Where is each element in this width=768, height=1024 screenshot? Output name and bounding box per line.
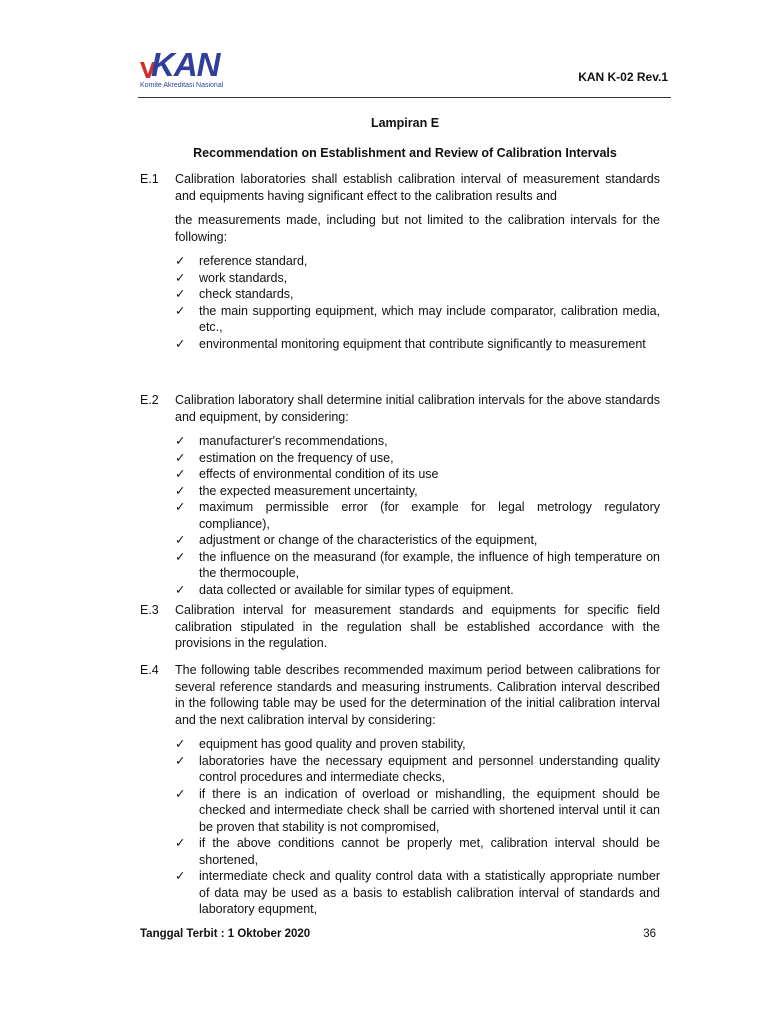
list-item-text: estimation on the frequency of use,	[199, 450, 394, 465]
list-item-text: check standards,	[199, 287, 294, 301]
section-number: E.1	[140, 172, 159, 186]
check-icon: ✓	[175, 753, 186, 768]
logo-text: KAN	[151, 46, 220, 83]
list-item-text: if there is an indication of overload or mishandling, the equipment should be checked and intermediate check shall be carried with shortened interval until it can be proven that stability is not compromised,	[199, 786, 660, 834]
section-e4	[140, 662, 660, 918]
page-subtitle: Recommendation on Establishment and Review of Calibration Intervals	[193, 146, 617, 160]
check-icon: ✓	[175, 549, 186, 564]
list-item	[175, 483, 660, 500]
check-list	[175, 736, 660, 918]
list-item	[175, 532, 660, 549]
list-item	[175, 835, 660, 868]
list-item-text: work standards,	[199, 270, 288, 285]
check-icon: ✓	[175, 483, 186, 498]
section-number: E.3	[140, 603, 159, 617]
list-item-text: manufacturer's recommendations,	[199, 434, 388, 448]
paragraph: The following table describes recommended maximum period between calibrations for several reference standards and measuring instruments. Calibration interval described in the following table may be used for the determination of the initial calibration interval and the next calibration interval by considering:	[175, 663, 660, 727]
list-item-text: effects of environmental condition of its use	[199, 467, 439, 481]
list-item-text: the main supporting equipment, which may include comparator, calibration media, etc.,	[199, 303, 660, 334]
section-e3	[140, 602, 660, 660]
section-number: E.4	[140, 663, 159, 677]
list-item-text: if the above conditions cannot be properly met, calibration interval should be shortened,	[199, 836, 660, 867]
check-icon: ✓	[175, 533, 186, 547]
check-icon: ✓	[175, 869, 186, 883]
section-e1	[140, 171, 660, 352]
list-item	[175, 286, 660, 303]
page-number: 36	[643, 928, 656, 940]
list-item	[175, 549, 660, 582]
check-icon: ✓	[175, 287, 186, 301]
check-list	[175, 433, 660, 598]
list-item-text: maximum permissible error (for example for legal metrology regulatory compliance),	[199, 500, 660, 531]
logo-subtitle: Komite Akreditasi Nasional	[140, 82, 224, 89]
check-icon: ✓	[175, 254, 186, 268]
paragraph: Calibration laboratories shall establish calibration interval of measurement standards and equipments having significant effect to the calibration results and	[175, 172, 660, 203]
check-icon: ✓	[175, 737, 186, 751]
list-item	[175, 499, 660, 532]
header-divider	[138, 97, 671, 98]
check-list	[175, 253, 660, 352]
list-item	[175, 336, 660, 353]
check-icon: ✓	[175, 836, 186, 850]
paragraph: Calibration laboratory shall determine initial calibration intervals for the above standards and equipment, by considering:	[175, 393, 660, 424]
check-icon: ✓	[175, 303, 186, 318]
list-item	[175, 466, 660, 483]
list-item-text: data collected or available for similar types of equipment.	[199, 582, 514, 597]
list-item-text: reference standard,	[199, 254, 308, 268]
list-item	[175, 270, 660, 287]
list-item	[175, 582, 660, 599]
check-icon: ✓	[175, 336, 186, 351]
check-icon: ✓	[175, 500, 186, 514]
list-item	[175, 753, 660, 786]
list-item	[175, 786, 660, 836]
paragraph: the measurements made, including but not limited to the calibration intervals for the following:	[175, 213, 660, 244]
kan-logo	[140, 46, 240, 92]
check-icon: ✓	[175, 434, 186, 448]
check-icon: ✓	[175, 467, 186, 481]
document-code: KAN K-02 Rev.1	[578, 70, 668, 84]
issue-date: Tanggal Terbit : 1 Oktober 2020	[140, 928, 311, 940]
check-icon: ✓	[175, 450, 186, 465]
paragraph: Calibration interval for measurement standards and equipments for specific field calibration stipulated in the regulation shall be established accordance with the provisions in the regulation.	[175, 603, 660, 650]
section-e2	[140, 392, 660, 598]
list-item	[175, 433, 660, 450]
list-item	[175, 868, 660, 918]
list-item-text: the influence on the measurand (for example, the influence of high temperature on the thermocouple,	[199, 549, 660, 580]
list-item-text: environmental monitoring equipment that contribute significantly to measurement	[199, 336, 646, 351]
list-item	[175, 303, 660, 336]
check-icon: ✓	[175, 270, 186, 285]
list-item	[175, 736, 660, 753]
list-item-text: laboratories have the necessary equipment and personnel understanding quality control procedures and intermediate checks,	[199, 753, 660, 784]
list-item-text: adjustment or change of the characteristics of the equipment,	[199, 533, 538, 547]
check-icon: ✓	[175, 786, 186, 801]
list-item-text: the expected measurement uncertainty,	[199, 483, 418, 498]
list-item-text: intermediate check and quality control data with a statistically appropriate number of data may be used as a basis to establish calibration interval of standards and laboratory equpment,	[199, 869, 660, 916]
section-number: E.2	[140, 393, 159, 407]
list-item	[175, 253, 660, 270]
page-title: Lampiran E	[370, 116, 440, 130]
check-icon: ✓	[175, 582, 186, 597]
list-item-text: equipment has good quality and proven stability,	[199, 737, 466, 751]
list-item	[175, 450, 660, 467]
